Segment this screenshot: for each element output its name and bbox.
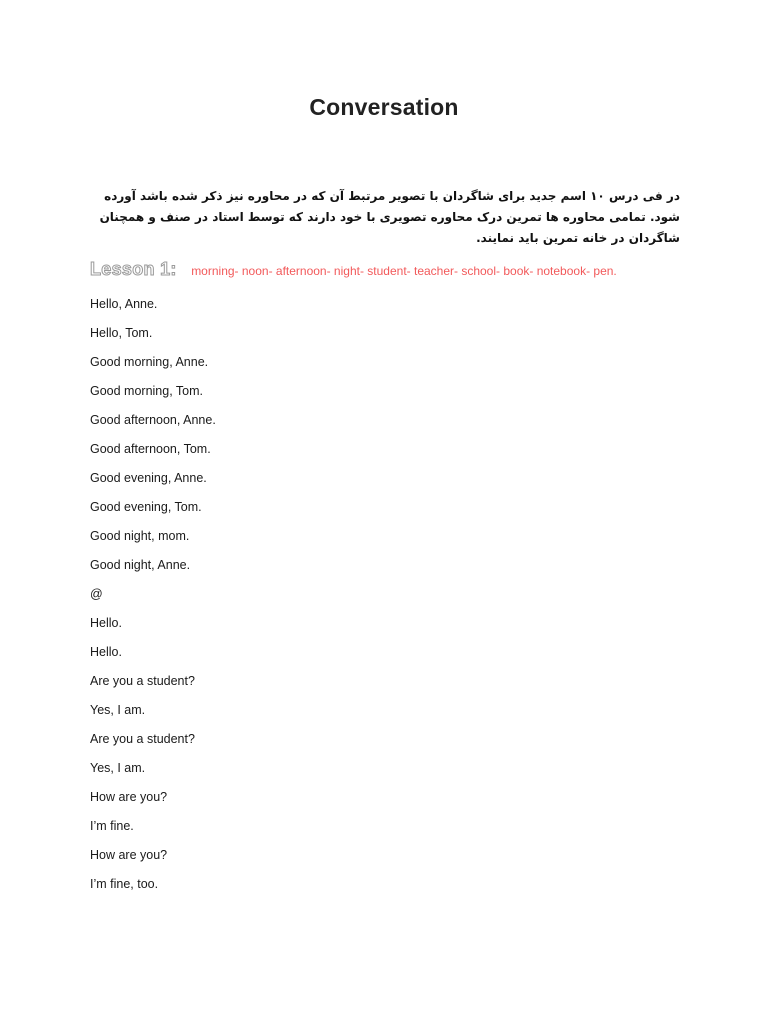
dialogue-separator: @ (90, 587, 103, 601)
dialogue-line: Good afternoon, Anne. (90, 413, 216, 427)
dialogue-line: Good morning, Tom. (90, 384, 204, 398)
dialogue-line: Are you a student? (90, 732, 195, 746)
dialogue-line: Good afternoon, Tom. (90, 442, 211, 456)
dialogue-line: How are you? (90, 848, 168, 862)
lesson-label: Lesson 1: (90, 259, 177, 279)
lesson-heading (90, 259, 710, 280)
dialogue-line: I’m fine, too. (90, 877, 159, 891)
dialogue-line: Good evening, Anne. (90, 471, 207, 485)
dialogue-line: Good night, mom. (90, 529, 190, 543)
dialogue-line: I’m fine. (90, 819, 134, 833)
intro-paragraph: در فی درس ۱۰ اسم جدید برای شاگردان با تصویر مرتبط آن که در محاوره نیز ذکر شده باشد آورده شود. تمامی محاوره ها تمرین درک محاوره تصویری با خود دارند که توسط استاد در صنف و همچنان شاگردان در خانه تمرین باید نمایند. (99, 189, 680, 245)
dialogue-line: Hello, Tom. (90, 326, 153, 340)
lesson-vocabulary: morning- noon- afternoon- night- student- teacher- school- book- notebook- pen. (191, 264, 617, 278)
dialogue-line: Yes, I am. (90, 761, 146, 775)
dialogue-line: Hello. (90, 616, 122, 630)
dialogue-line: Are you a student? (90, 674, 195, 688)
dialogue-list (90, 294, 690, 903)
dialogue-line: How are you? (90, 790, 168, 804)
dialogue-line: Hello. (90, 645, 122, 659)
page-title: Conversation (309, 94, 459, 120)
dialogue-line: Good evening, Tom. (90, 500, 202, 514)
dialogue-line: Good morning, Anne. (90, 355, 209, 369)
dialogue-line: Yes, I am. (90, 703, 146, 717)
dialogue-line: Good night, Anne. (90, 558, 191, 572)
dialogue-line: Hello, Anne. (90, 297, 158, 311)
